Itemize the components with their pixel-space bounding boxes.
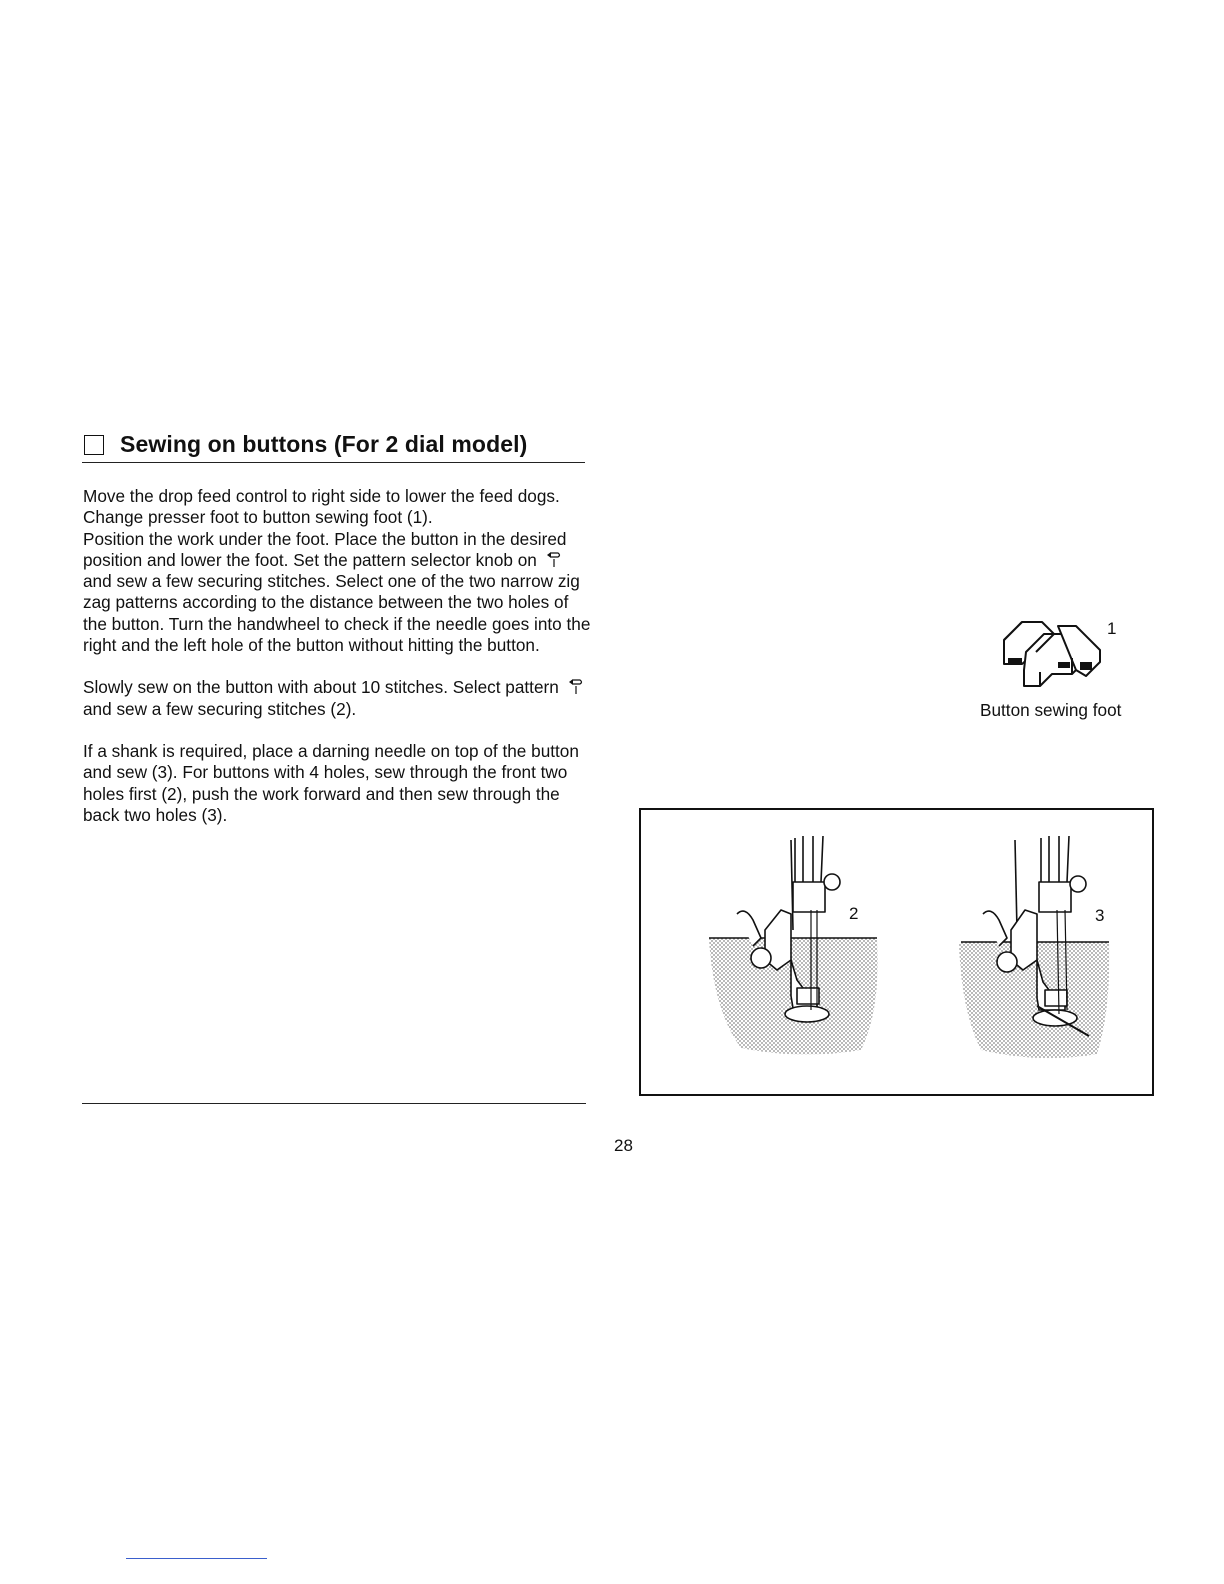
straight-stitch-pattern-icon bbox=[542, 551, 568, 569]
text-line: Position the work under the foot. Place the button in the desired position and lower the foot. Set the pattern selector knob on bbox=[83, 528, 567, 570]
bottom-divider bbox=[82, 1103, 586, 1104]
callout-3: 3 bbox=[1095, 906, 1105, 925]
page-number: 28 bbox=[614, 1136, 633, 1155]
instruction-paragraph-3: If a shank is required, place a darning needle on top of the button and sew (3). For buttons with 4 holes, sew through the front two holes first (2), push the work forward and then sew through the back two holes (3). bbox=[83, 740, 579, 825]
text-line: Change presser foot to button sewing foot (1). bbox=[83, 507, 433, 528]
section-heading bbox=[82, 431, 585, 463]
straight-stitch-pattern-icon bbox=[564, 678, 590, 696]
foot-caption: Button sewing foot bbox=[980, 700, 1122, 720]
text-line: and sew a few securing stitches. Select one of the two narrow zig zag patterns according to the distance between the two holes of the button. Turn the handwheel to check if the needle goes into the right and the left hole of the button without hitting the button. bbox=[83, 571, 591, 656]
checkbox-square-icon bbox=[84, 435, 104, 455]
instructions-body bbox=[83, 486, 593, 826]
callout-2: 2 bbox=[849, 904, 859, 923]
instruction-paragraph-1 bbox=[83, 486, 593, 656]
text-line: Move the drop feed control to right side to lower the feed dogs. bbox=[83, 486, 560, 506]
text-line: and sew a few securing stitches (2). bbox=[83, 698, 357, 719]
sewing-illustration-frame bbox=[639, 808, 1154, 1096]
presser-foot-illustration-right bbox=[959, 836, 1109, 1058]
callout-1: 1 bbox=[1107, 619, 1117, 638]
text-line: Slowly sew on the button with about 10 stitches. Select pattern bbox=[83, 677, 559, 698]
section-title: Sewing on buttons (For 2 dial model) bbox=[120, 431, 528, 457]
presser-foot-illustration-left bbox=[709, 836, 878, 1055]
instruction-paragraph-2 bbox=[83, 677, 593, 720]
decorative-blue-line bbox=[126, 1558, 267, 1559]
